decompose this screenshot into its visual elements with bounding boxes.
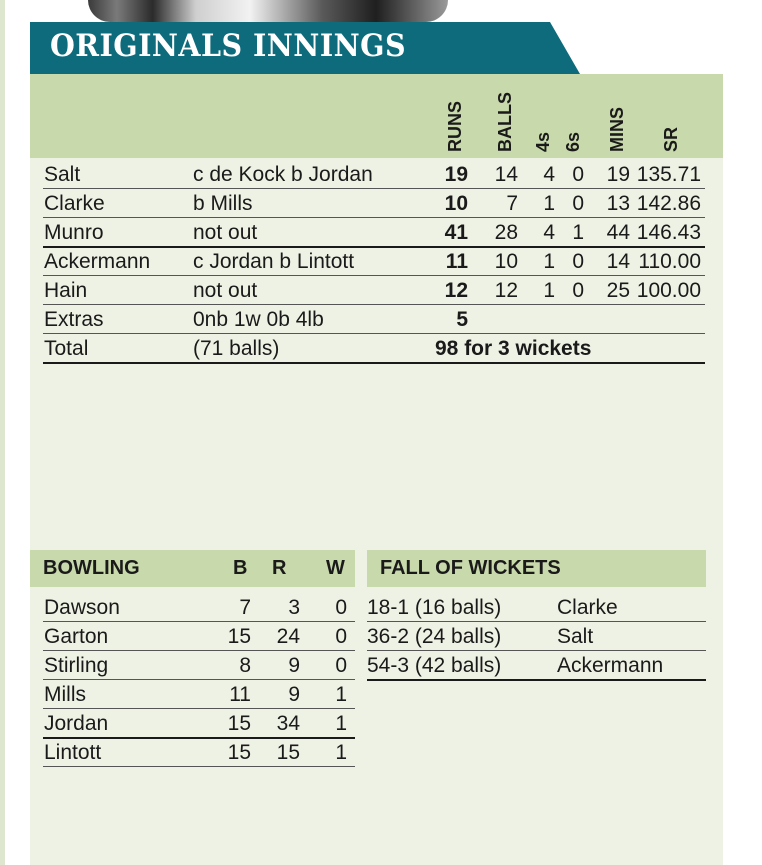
balls: 7 [506, 192, 518, 215]
fours: 1 [543, 279, 555, 302]
wickets: 0 [335, 596, 347, 619]
batter-name: Munro [44, 221, 104, 244]
bowler-name: Stirling [44, 654, 109, 677]
fow-batter: Clarke [557, 596, 618, 619]
batter-name: Ackermann [44, 250, 151, 273]
bowler-name: Garton [44, 625, 109, 648]
wickets: 1 [335, 741, 347, 764]
extras-row [43, 305, 705, 334]
dismissal: c de Kock b Jordan [193, 163, 373, 186]
runs-conceded: 24 [276, 625, 300, 648]
fow-score: 54-3 (42 balls) [367, 654, 502, 677]
sixes: 0 [572, 279, 584, 302]
runs: 41 [444, 221, 468, 244]
batter-name: Salt [44, 163, 81, 186]
fours: 4 [543, 163, 555, 186]
bowling-row [43, 709, 355, 738]
fow-header: FALL OF WICKETS [380, 557, 561, 579]
row-divider [43, 362, 705, 364]
fow-batter: Salt [557, 625, 594, 648]
wickets: 1 [335, 683, 347, 706]
fours: 1 [543, 250, 555, 273]
strike-rate: 110.00 [638, 250, 701, 273]
fow-row [367, 593, 706, 622]
col-header-4s: 4s [533, 131, 553, 152]
dismissal: c Jordan b Lintott [193, 250, 355, 273]
bowling-col-r: R [272, 557, 287, 579]
sixes: 1 [572, 221, 584, 244]
total-detail: (71 balls) [193, 337, 280, 360]
col-header-sr: SR [661, 126, 681, 152]
balls-bowled: 15 [227, 741, 251, 764]
mins: 25 [606, 279, 630, 302]
batting-row [43, 247, 705, 276]
wickets: 0 [335, 625, 347, 648]
total-row [43, 334, 705, 363]
runs: 11 [445, 250, 468, 273]
extras-detail: 0nb 1w 0b 4lb [193, 308, 324, 331]
row-divider [367, 679, 706, 681]
runs: 19 [444, 163, 468, 186]
extras-label: Extras [44, 308, 104, 331]
balls: 12 [494, 279, 518, 302]
bowling-row [43, 593, 355, 622]
bowling-header: BOWLING [43, 557, 140, 579]
runs-conceded: 15 [276, 741, 300, 764]
fow-score: 18-1 (16 balls) [367, 596, 502, 619]
wickets: 1 [335, 712, 347, 735]
runs-conceded: 3 [288, 596, 300, 619]
balls: 10 [494, 250, 518, 273]
mins: 19 [606, 163, 630, 186]
batter-name: Clarke [44, 192, 105, 215]
mins: 44 [606, 221, 630, 244]
fours: 1 [543, 192, 555, 215]
bowling-row [43, 680, 355, 709]
fow-row [367, 622, 706, 651]
bowler-name: Mills [44, 683, 86, 706]
runs-conceded: 9 [288, 654, 300, 677]
extras-value: 5 [456, 308, 468, 331]
col-header-balls: BALLS [495, 92, 515, 152]
batter-name: Hain [44, 279, 88, 302]
bowler-name: Lintott [44, 741, 102, 764]
fours: 4 [543, 221, 555, 244]
sixes: 0 [572, 250, 584, 273]
header-photo [88, 0, 448, 22]
dismissal: b Mills [193, 192, 253, 215]
total-value: 98 for 3 wickets [435, 337, 592, 360]
bowling-row [43, 651, 355, 680]
total-label: Total [44, 337, 89, 360]
bowling-col-b: B [233, 557, 248, 579]
strike-rate: 100.00 [636, 279, 701, 302]
col-header-runs: RUNS [445, 100, 465, 152]
fow-row [367, 651, 706, 680]
fow-score: 36-2 (24 balls) [367, 625, 502, 648]
innings-title: ORIGINALS INNINGS [50, 28, 407, 64]
sixes: 0 [572, 163, 584, 186]
fow-batter: Ackermann [557, 654, 664, 677]
runs-conceded: 9 [288, 683, 300, 706]
strike-rate: 146.43 [636, 221, 701, 244]
balls-bowled: 11 [229, 683, 251, 706]
bowler-name: Dawson [44, 596, 120, 619]
batting-row [43, 160, 705, 189]
bowling-col-w: W [326, 557, 345, 579]
runs: 12 [444, 279, 468, 302]
bowler-name: Jordan [44, 712, 109, 735]
runs-conceded: 34 [276, 712, 300, 735]
balls-bowled: 8 [239, 654, 251, 677]
col-header-mins: MINS [607, 107, 627, 152]
batting-row [43, 189, 705, 218]
dismissal: not out [193, 279, 258, 302]
strike-rate: 142.86 [636, 192, 701, 215]
sixes: 0 [572, 192, 584, 215]
bowling-row [43, 738, 355, 767]
bowling-row [43, 622, 355, 651]
dismissal: not out [193, 221, 258, 244]
row-divider [43, 766, 355, 767]
balls-bowled: 7 [239, 596, 251, 619]
batting-row [43, 276, 705, 305]
left-edge-rule [0, 0, 5, 865]
balls: 28 [494, 221, 518, 244]
balls-bowled: 15 [227, 625, 251, 648]
balls-bowled: 15 [227, 712, 251, 735]
mins: 13 [606, 192, 630, 215]
balls: 14 [494, 163, 518, 186]
runs: 10 [444, 192, 468, 215]
strike-rate: 135.71 [636, 163, 701, 186]
batting-row [43, 218, 705, 247]
mins: 14 [606, 250, 630, 273]
col-header-6s: 6s [563, 131, 583, 152]
wickets: 0 [335, 654, 347, 677]
